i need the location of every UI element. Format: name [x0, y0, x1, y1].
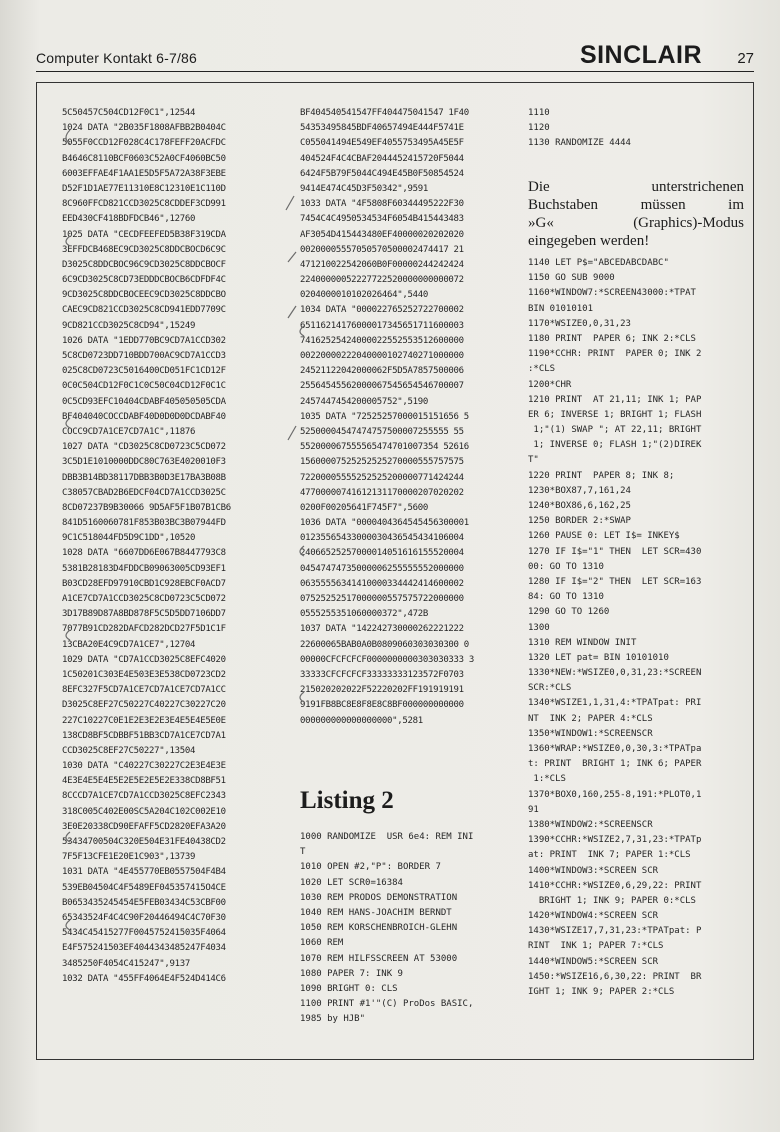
code-line: RINT INK 1; PAPER 7:*CLS	[528, 941, 664, 952]
code-line: 9414E474C45D3F50342",9591	[300, 183, 428, 194]
code-line: IGHT 1; INK 9; PAPER 2:*CLS	[528, 987, 675, 997]
code-line: 15600007525252525270000555757575	[300, 457, 464, 468]
code-line: 227C10227C0E1E2E3E2E3E4E5E4E5E0E	[62, 715, 226, 726]
code-line: 91	[528, 804, 539, 815]
code-line: 1210 PRINT AT 21,11; INK 1; PAP	[528, 394, 702, 405]
code-line: 404524F4C4CBAF2044452415720F5044	[300, 153, 464, 164]
section-title: SINCLAIR	[579, 41, 702, 69]
code-line: 53434700504C320E504E31FE40438CD2	[62, 837, 226, 847]
code-line: 06355556341410000334442414600002	[300, 578, 464, 589]
code-line: 24521122042000062F5D5A7857500006	[300, 366, 464, 377]
code-line: 3C5D1E1010000DDC80C763E4020010F3	[62, 457, 226, 468]
code-line: :*CLS	[528, 364, 556, 375]
code-line: ER 6; INVERSE 1; BRIGHT 1; FLASH	[528, 409, 702, 420]
code-line: AF3054D415443480EF40000020202020	[300, 229, 464, 240]
code-line: COCC9CD7A1CE7CD7A1C",11876	[62, 426, 196, 437]
code-line: 9191FB8BC8E8F8E8C8BF000000000000	[300, 700, 464, 711]
code-line: 1030 DATA "C40227C30227C2E3E4E3E	[62, 761, 226, 772]
code-line: 4E3E4E5E4E5E2E5E2E5E2E338CD8BF51	[62, 776, 226, 787]
page-number: 27	[737, 50, 754, 67]
code-line: 1370*BOX0,160,255-8,191:*PLOT0,1	[528, 789, 702, 800]
magazine-issue: Computer Kontakt 6-7/86	[36, 50, 198, 66]
code-line: 74162525424000022552553512600000	[300, 335, 464, 346]
code-line: 7454C4C4950534534F6054B415443483	[300, 214, 464, 225]
code-line: 9CD821CCD3025C8CD94",15249	[62, 320, 196, 331]
code-line: 1430*WSIZE17,7,31,23:*TPATpat: P	[528, 926, 702, 937]
code-line: BF404040COCCDABF40D0D0D0DCDABF40	[62, 411, 226, 422]
code-line: 1440*WINDOW5:*SCREEN SCR	[528, 956, 659, 967]
code-line: 6003EFFAE4F1AA1E5D5F5A72A38F3EBE	[62, 168, 226, 179]
code-line: DBB3B14BD38117DBB3B0D3E17BA3B08B	[62, 472, 226, 483]
code-line: 1230*BOX87,7,161,24	[528, 485, 631, 496]
code-line: 52500004547474757500007255555 55	[300, 426, 464, 437]
code-line: 3485250F4054C415247",9137	[62, 958, 190, 969]
code-line: 1033 DATA "4F5808F60344495222F30	[300, 199, 464, 210]
code-line: 1070 REM HILFSSCREEN AT 53000	[300, 953, 458, 964]
code-line: 138CD8BF5CDBBF51BB3CD7A1CE7CD7A1	[62, 730, 226, 741]
code-line: 1270 IF I$="1" THEN LET SCR=430	[528, 546, 702, 557]
code-line: 7F5F13CFE1E20E1C903",13739	[62, 852, 196, 863]
code-line: 22600065BAB0A0B0809060303030300 0	[300, 639, 469, 650]
code-line: 3EFFDCB468EC9CD3025C8DDCBOCD6C9C	[62, 244, 226, 255]
note-line: Buchstaben müssen im	[528, 197, 744, 213]
code-line: 84: GO TO 1310	[528, 592, 604, 603]
code-line: 33333CFCFCFCF33333333123572F0703	[300, 669, 464, 680]
code-line: 1260 PAUSE 0: LET I$= INKEY$	[528, 531, 680, 542]
code-line: 1340*WSIZE1,1,31,4:*TPATpat: PRI	[528, 698, 702, 709]
code-line: 1420*WINDOW4:*SCREEN SCR	[528, 911, 659, 922]
code-line: 1220 PRINT PAPER 8; INK 8;	[528, 470, 675, 481]
code-line: 1350*WINDOW1:*SCREENSCR	[528, 728, 653, 739]
code-line: 65343524F4C4C90F20446494C4C70F30	[62, 912, 226, 923]
code-line: 1240*BOX86,6,162,25	[528, 501, 631, 511]
code-line: T"	[528, 455, 539, 466]
code-line: 1190*CCHR: PRINT PAPER 0; INK 2	[528, 349, 702, 360]
code-line: 1200*CHR	[528, 379, 572, 390]
code-line: 3D17B89D87A8BD878F5C5D5DD7106DD7	[62, 609, 226, 620]
code-line: 025C8CD0723C5016400CD051FC1CD12F	[62, 366, 226, 377]
code-line: BF404540541547FF404475041547 1F40	[300, 108, 469, 118]
code-line: 54353495845BDF40657494E444F5741E	[300, 123, 464, 134]
code-line: 0555255351060000372",472B	[300, 609, 428, 620]
note-line: Die unterstrichenen	[528, 179, 744, 195]
code-line: D52F1D1AE77E11310E8C12310E1C110D	[62, 183, 226, 194]
code-line: 0C0C504CD12F0C1C0C50C04CD12F0C1C	[62, 381, 226, 392]
code-line: 1029 DATA "CD7A1CCD3025C8EFC4020	[62, 654, 226, 665]
code-line: 9CD3025C8DDCBOCEEC9CD3025C8DDCBO	[62, 290, 226, 301]
code-line: 1040 REM HANS-JOACHIM BERNDT	[300, 907, 452, 918]
code-line: 00000CFCFCFCF0000000000303030333 3	[300, 654, 475, 665]
code-line: 1032 DATA "455FF4064E4F524D414C6	[62, 973, 226, 984]
code-line: 8C960FFCD821CCD3025C8CDDEF3CD991	[62, 199, 226, 210]
code-line: EED430CF418BDFDCB46",12760	[62, 214, 196, 225]
code-line: 1037 DATA "142242730000262221222	[300, 624, 464, 635]
code-line: 1130 RANDOMIZE 4444	[528, 138, 631, 149]
code-line: 65116214176000017345651711600003	[300, 320, 464, 331]
code-line: 01235565433000030436545434106004	[300, 533, 464, 544]
code-line: D3025C8DDCBOC96C9CD3025C8DDCBOCF	[62, 259, 226, 270]
code-line: 1360*WRAP:*WSIZE0,0,30,3:*TPATpa	[528, 744, 702, 754]
code-line: 1320 LET pat= BIN 10101010	[528, 652, 669, 663]
code-line: 1330*NEW:*WSIZE0,0,31,23:*SCREEN	[528, 668, 702, 679]
code-line: 6C9CD3025C8CD73EDDDCBOCB6CDFDF4C	[62, 275, 226, 286]
code-line: 1390*CCHR:*WSIZE2,7,31,23:*TPATp	[528, 835, 702, 846]
code-line: 1; INVERSE 0; FLASH 1;"(2)DIREK	[528, 440, 702, 451]
code-line: E4F575241503EF4044343485247F4034	[62, 943, 226, 954]
code-line: 1100 PRINT #1'"(C) ProDos BASIC,	[300, 999, 474, 1010]
code-line: 9C1C518044FD5D9C1DD",10520	[62, 533, 196, 544]
code-line: 7077B91CD282DAFCD282DCD27F5D1C1F	[62, 624, 226, 635]
code-line: 13CBA20E4C9CD7A1CE7",12704	[62, 639, 196, 650]
code-line: 8EFC327F5CD7A1CE7CD7A1CE7CD7A1CC	[62, 685, 226, 696]
code-line: CAEC9CD821CCD3025C8CD941EDD7709C	[62, 305, 226, 316]
code-line: 1090 BRIGHT 0: CLS	[300, 983, 398, 994]
code-line: 1025 DATA "CECDFEEFED5B38F319CDA	[62, 229, 226, 240]
code-line: 1180 PRINT PAPER 6; INK 2:*CLS	[528, 333, 696, 344]
code-line: 1280 IF I$="2" THEN LET SCR=163	[528, 576, 702, 587]
code-line: 24066525257000014051616155520004	[300, 548, 464, 559]
code-line: C38057CBAD2B6EDCF04CD7A1CCD3025C	[62, 487, 226, 498]
code-line: 1036 DATA "0000404364545456300001	[300, 518, 469, 529]
code-line: 215020202022F52220202FF191919191	[300, 685, 464, 696]
code-line: 1010 OPEN #2,"P": BORDER 7	[300, 862, 441, 873]
code-line: 1;"(1) SWAP "; AT 22,11; BRIGHT	[528, 425, 702, 436]
code-line: C055041494E549EF4055753495A45E5F	[300, 138, 464, 149]
code-line: 1035 DATA "72525257000015151656 5	[300, 411, 469, 422]
code-line: 1:*CLS	[528, 774, 566, 785]
code-line: 5434C45415277F0045752415035F4064	[62, 928, 226, 939]
code-line: 1310 REM WINDOW INIT	[528, 637, 637, 648]
code-line: 1290 GO TO 1260	[528, 607, 610, 618]
code-line: 3E0E20338CD90EFAFF5CD2820EFA3A20	[62, 821, 226, 832]
code-line: 1410*CCHR:*WSIZE0,6,29,22: PRINT	[528, 880, 702, 891]
code-line: 1110	[528, 108, 550, 118]
code-line: T	[300, 847, 306, 858]
listing-title: Listing 2	[300, 787, 394, 814]
code-line: 000000000000000000",5281	[300, 715, 423, 726]
code-line: 1030 REM PRODOS DEMONSTRATION	[300, 892, 458, 903]
code-line: 552000067555565474701007354 52616	[300, 442, 469, 453]
code-line: 1250 BORDER 2:*SWAP	[528, 516, 631, 527]
note-line: eingegeben werden!	[528, 233, 650, 249]
code-line: 1050 REM KORSCHENBROICH-GLEHN	[300, 923, 458, 934]
code-line: 1160*WINDOW7:*SCREEN43000:*TPAT	[528, 288, 696, 299]
code-line: B4646C8110BCF0603C52A0CF4060BC50	[62, 153, 226, 164]
code-line: 1120	[528, 123, 550, 134]
code-line: NT INK 2; PAPER 4:*CLS	[528, 713, 653, 724]
code-line: 6424F5B79F5044C494E45B0F50854524	[300, 168, 464, 179]
code-line: 539EB04504C4F5489EF045357415O4CE	[62, 882, 226, 893]
code-line: A1CE7CD7A1CCD3025C8CD0723C5CD072	[62, 594, 226, 604]
code-line: 841D5160060781F853B03BC3B07944FD	[62, 518, 226, 529]
code-line: 5055F0CCD12F028C4C178FEFF20ACFDC	[62, 138, 226, 149]
code-line: 0204000010102026464",5440	[300, 290, 428, 301]
code-line: 8CCCD7A1CE7CD7A1CCD3025C8EFC2343	[62, 791, 226, 802]
code-line: 25564545562000067545654546700007	[300, 381, 464, 392]
code-line: 1080 PAPER 7: INK 9	[300, 968, 403, 979]
code-line: at: PRINT INK 7; PAPER 1:*CLS	[528, 850, 691, 861]
code-line: 318C005C402E00SC5A204C102C002E10	[62, 806, 226, 817]
code-line: 1170*WSIZE0,0,31,23	[528, 318, 631, 329]
code-line: 47700000741612131170000207020202	[300, 487, 464, 498]
code-line: 1024 DATA "2B035F1808AFBB2B0404C	[62, 123, 226, 134]
code-line: B03CD28EFD97910CBD1C928EBCF0ACD7	[62, 578, 226, 589]
code-line: 1027 DATA "CD3025C8CD0723C5CD072	[62, 442, 226, 453]
code-line: 1031 DATA "4E455770EB0557504F4B4	[62, 867, 226, 878]
code-line: 0C5CD93EFC10404CDABF405050505CDA	[62, 396, 226, 407]
code-line: 1300	[528, 622, 550, 633]
code-line: SCR:*CLS	[528, 683, 572, 694]
code-line: 1034 DATA "000022765252722700002	[300, 305, 464, 316]
code-line: 1C50201C303E4E503E3E538CD0723CD2	[62, 669, 226, 680]
code-line: BIN 01010101	[528, 303, 594, 314]
code-line: D3025C8EF27C50227C40227C30227C20	[62, 700, 226, 711]
code-line: t: PRINT BRIGHT 1; INK 6; PAPER	[528, 759, 702, 770]
code-line: 1060 REM	[300, 938, 344, 949]
code-line: 471210022542060B0F00000244242424	[300, 259, 464, 270]
code-line: 72200005555252525200000771424244	[300, 472, 464, 483]
note-line: »G« (Graphics)-Modus	[528, 215, 744, 231]
code-line: 1000 RANDOMIZE USR 6e4: REM INI	[300, 832, 474, 842]
code-line: 04547474735000006255555552000000	[300, 563, 464, 574]
code-line: BRIGHT 1; INK 9; PAPER 0:*CLS	[528, 895, 696, 906]
code-line: 1140 LET P$="ABCEDABCDABC"	[528, 258, 669, 268]
code-line: 1026 DATA "1EDD770BC9CD7A1CCD302	[62, 335, 226, 346]
code-line: 00200005557050570500002474417 21	[300, 244, 464, 255]
code-line: 1400*WINDOW3:*SCREEN SCR	[528, 865, 659, 876]
code-line: 5381B28183D4FDDCB09063005CD93EF1	[62, 563, 226, 574]
code-line: B0653435245454E5FEB03434C53CBF00	[62, 897, 226, 908]
code-line: 5C50457C504CD12F0C1",12544	[62, 108, 196, 118]
code-line: 1985 by HJB"	[300, 1014, 366, 1025]
code-line: 1028 DATA "6607DD6E067B8447793C8	[62, 548, 226, 559]
code-line: 1150 GO SUB 9000	[528, 273, 615, 284]
code-line: 22400000052227722520000000000072	[300, 275, 464, 286]
code-line: 0200F00205641F745F7",5600	[300, 502, 428, 513]
code-line: 1380*WINDOW2:*SCREENSCR	[528, 819, 653, 830]
code-line: 1450:*WSIZE16,6,30,22: PRINT BR	[528, 971, 702, 982]
code-line: CCD3025C8EF27C50227",13504	[62, 745, 196, 756]
code-line: 1020 LET SCR0=16384	[300, 877, 403, 888]
code-line: 2457447454200005752",5190	[300, 396, 428, 407]
code-line: 07525252517000000557575722000000	[300, 594, 464, 604]
code-line: 00: GO TO 1310	[528, 561, 604, 572]
code-line: 5C8CD0723DD710BDD700AC9CD7A1CCD3	[62, 351, 226, 361]
code-line: 8CD07237B9B30066 9D5AF5F1B07B1CB6	[62, 502, 231, 513]
code-line: 00220000222040000102740271000000	[300, 351, 464, 361]
